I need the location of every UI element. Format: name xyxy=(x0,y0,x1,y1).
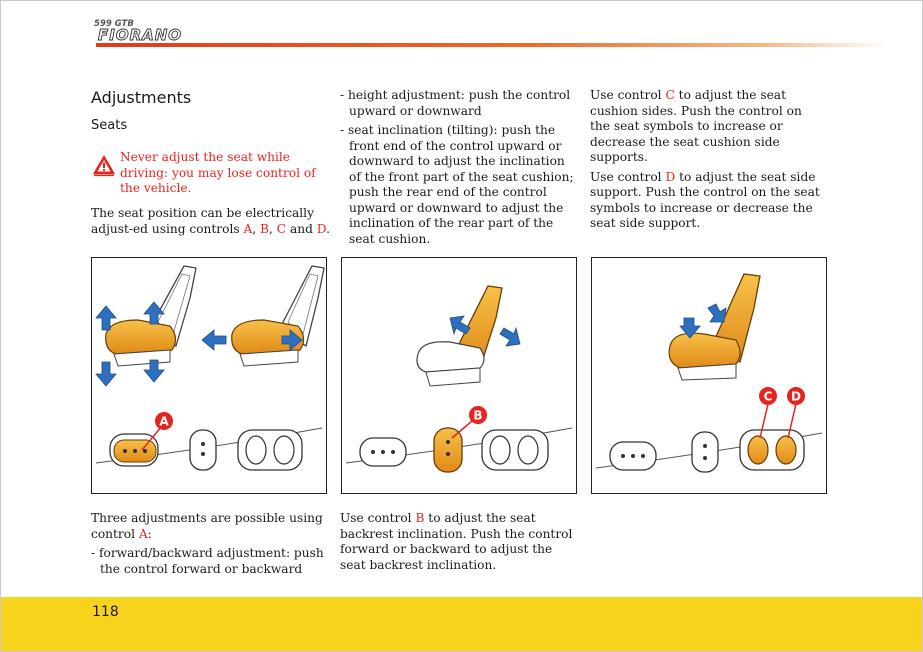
caption-a-intro xyxy=(91,511,331,542)
seat-illustration-2 xyxy=(232,266,324,366)
c-ctrl: C xyxy=(665,88,675,102)
section-subtitle: Seats xyxy=(91,118,128,133)
callout-d-label: D xyxy=(791,389,801,404)
d-ctrl: D xyxy=(665,169,676,184)
intro-end: . xyxy=(326,221,330,236)
logo-name-text: FIORANO xyxy=(98,26,183,43)
cap-b-pre: Use control xyxy=(340,511,416,525)
figure-seat-control-cd xyxy=(591,257,827,494)
control-c-ref: C xyxy=(276,221,287,236)
header-bar xyxy=(96,43,886,47)
seat-illustration-backrest xyxy=(417,286,502,386)
callout-c-label: C xyxy=(763,389,773,404)
control-d-ref: D xyxy=(316,221,327,236)
control-c-paragraph xyxy=(590,88,825,166)
callout-b-label: B xyxy=(473,408,483,423)
d-post: to adjust the seat side support. Push the control on the seat symbols to increase or decrease the seat side support. xyxy=(590,169,820,230)
cap-b-ctrl: B xyxy=(415,511,425,525)
control-d-paragraph xyxy=(590,170,825,232)
page-number: 118 xyxy=(92,604,119,620)
intro-sep2: , xyxy=(269,221,277,236)
caption-control-b xyxy=(340,511,580,573)
intro-text: The seat position can be electrically adjust-ed using controls xyxy=(91,206,314,236)
cap-a-ctrl: A xyxy=(138,526,148,541)
control-b-switch xyxy=(692,432,718,472)
intro-sep1: , xyxy=(252,221,261,236)
intro-paragraph xyxy=(91,206,331,237)
fiorano-logo xyxy=(92,17,232,43)
warning-triangle-icon xyxy=(92,153,116,177)
caption-control-a xyxy=(91,511,331,581)
intro-and: and xyxy=(286,221,317,236)
control-b-switch xyxy=(434,428,462,472)
c-pre: Use control xyxy=(590,88,666,102)
control-b-ref: B xyxy=(260,221,270,236)
logo-model-text: 599 GTB xyxy=(94,19,134,29)
control-a-switch xyxy=(360,438,406,466)
cap-a-pre: Three adjustments are possible using control xyxy=(91,511,323,541)
control-b-switch xyxy=(190,430,216,470)
control-cd-switches xyxy=(482,430,548,470)
cap-b-post: to adjust the seat backrest inclination. Push the control forward or backward to adjust the seat backrest inclination. xyxy=(340,511,573,572)
footer-bar xyxy=(1,597,922,651)
bullet-height: - height adjustment: push the control upward or downward xyxy=(340,88,571,118)
control-cd-switches xyxy=(740,430,804,470)
bullet-inclination: - seat inclination (tilting): push the front end of the control upward or downward to adjust the inclination of the front part of the seat cushion; push the rear end of the control upward or downward to adjust the inclination of the rear part of the seat cushion. xyxy=(340,123,574,246)
column-2 xyxy=(340,88,580,251)
column-3 xyxy=(590,88,825,236)
warning-text: Never adjust the seat while driving: you may lose control of the vehicle. xyxy=(120,150,316,195)
control-a-switch xyxy=(610,442,656,470)
figure-seat-control-b xyxy=(341,257,577,494)
bullet-forward-backward: - forward/backward adjustment: push the control forward or backward xyxy=(91,546,324,576)
control-cd-switches xyxy=(238,430,302,470)
control-a-ref: A xyxy=(243,221,253,236)
d-pre: Use control xyxy=(590,169,666,184)
cap-a-post: : xyxy=(147,526,152,541)
callout-a-label: A xyxy=(159,414,169,429)
page-title: Adjustments xyxy=(91,88,192,107)
figure-seat-control-a xyxy=(91,257,327,494)
c-post: to adjust the seat cushion sides. Push the control on the seat symbols to increase or decrease the seat cushion side supports. xyxy=(590,88,802,164)
